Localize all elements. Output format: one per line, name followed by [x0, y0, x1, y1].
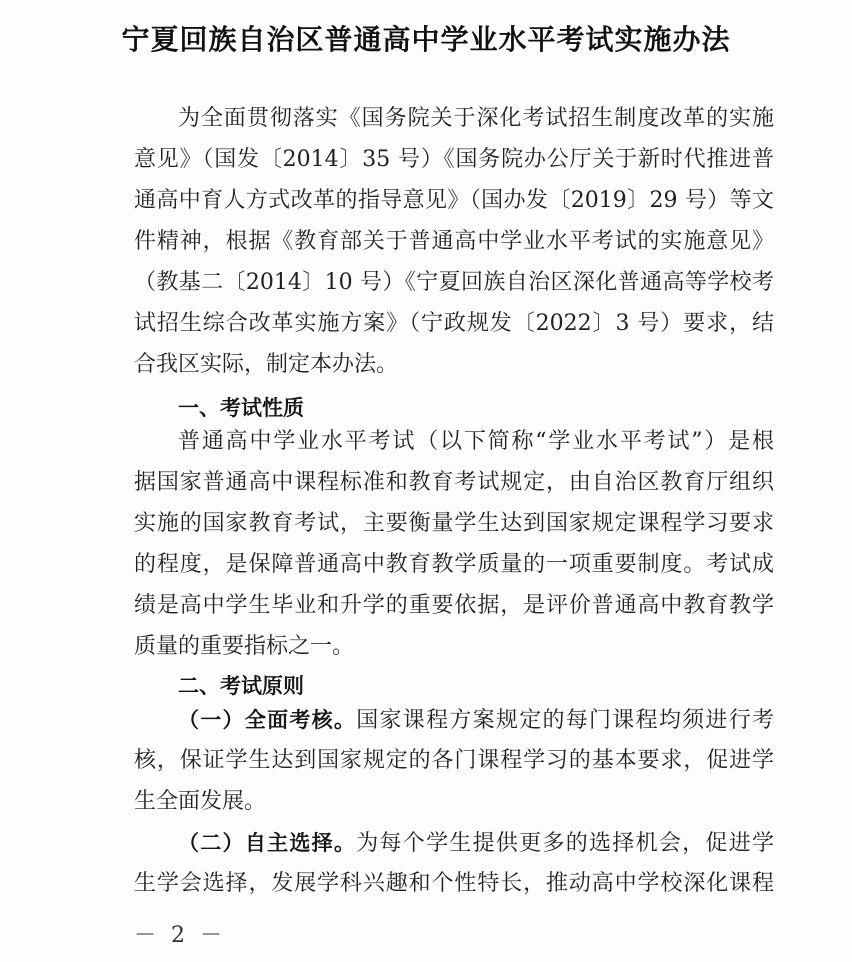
page-number: － 2 － — [134, 923, 226, 948]
intro-line: 意见》（国发〔2014〕35 号）《国务院办公厅关于新时代推进普 — [134, 147, 774, 172]
list-item-first-line — [178, 823, 774, 863]
paragraph-line: 据国家普通高中课程标准和教育考试规定，由自治区教育厅组织 — [134, 470, 774, 495]
paragraph-line: 生全面发展。 — [134, 789, 267, 814]
paragraph-line: 核，保证学生达到国家规定的各门课程学习的基本要求，促进学 — [134, 748, 774, 773]
item-label: （一）全面考核。 — [178, 708, 357, 732]
list-item-first-line — [178, 700, 774, 740]
intro-line: 件精神，根据《教育部关于普通高中学业水平考试的实施意见》 — [134, 229, 774, 254]
intro-line: 为全面贯彻落实《国务院关于深化考试招生制度改革的实施 — [178, 106, 774, 131]
intro-line: （教基二〔2014〕10 号）《宁夏回族自治区深化普通高等学校考 — [134, 270, 774, 295]
document-title: 宁夏回族自治区普通高中学业水平考试实施办法 — [121, 23, 731, 56]
section-heading: 一、考试性质 — [178, 396, 304, 420]
item-text: 国家课程方案规定的每门课程均须进行考 — [356, 708, 774, 733]
paragraph-line: 质量的重要指标之一。 — [134, 634, 355, 659]
paragraph-line: 实施的国家教育考试，主要衡量学生达到国家规定课程学习要求 — [134, 511, 774, 536]
item-label: （二）自主选择。 — [178, 831, 357, 855]
paragraph-line: 绩是高中学生毕业和升学的重要依据，是评价普通高中教育教学 — [134, 593, 774, 618]
paragraph-line: 普通高中学业水平考试（以下简称“学业水平考试”）是根 — [178, 429, 774, 454]
intro-line: 合我区实际，制定本办法。 — [134, 352, 399, 377]
section-heading: 二、考试原则 — [178, 674, 304, 698]
intro-line: 通高中育人方式改革的指导意见》（国办发〔2019〕29 号）等文 — [134, 188, 774, 213]
intro-line: 试招生综合改革实施方案》（宁政规发〔2022〕3 号）要求，结 — [134, 311, 774, 336]
paragraph-line: 生学会选择，发展学科兴趣和个性特长，推动高中学校深化课程 — [134, 871, 774, 896]
paragraph-line: 的程度，是保障普通高中教育教学质量的一项重要制度。考试成 — [134, 552, 774, 577]
item-text: 为每个学生提供更多的选择机会，促进学 — [356, 831, 774, 856]
